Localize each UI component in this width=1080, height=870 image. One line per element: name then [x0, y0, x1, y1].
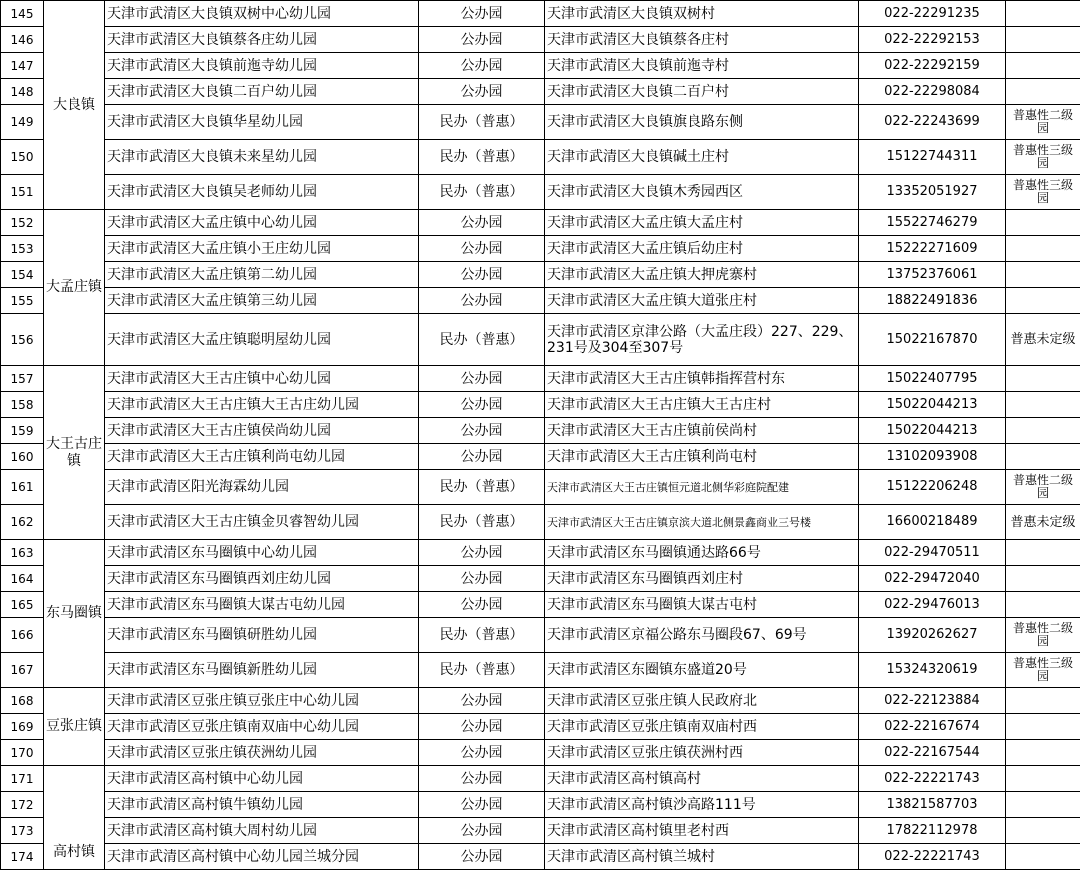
table-row — [1, 792, 1080, 818]
remark — [1006, 566, 1080, 592]
table-row — [1, 740, 1080, 766]
address: 天津市武清区大王古庄镇前侯尚村 — [545, 418, 859, 444]
remark — [1006, 688, 1080, 714]
row-number: 166 — [1, 618, 44, 653]
row-number: 169 — [1, 714, 44, 740]
school-type: 公办园 — [419, 1, 545, 27]
table-row — [1, 566, 1080, 592]
remark: 普惠性二级园 — [1006, 470, 1080, 505]
address: 天津市武清区大良镇旗良路东侧 — [545, 105, 859, 140]
town-cell: 大孟庄镇 — [44, 210, 105, 366]
kindergarten-name: 天津市武清区大王古庄镇金贝睿智幼儿园 — [105, 505, 419, 540]
table-row — [1, 844, 1080, 870]
kindergarten-name: 天津市武清区东马圈镇中心幼儿园 — [105, 540, 419, 566]
town-cell: 大王古庄镇 — [44, 366, 105, 540]
row-number: 167 — [1, 653, 44, 688]
town-cell: 豆张庄镇 — [44, 688, 105, 766]
remark — [1006, 418, 1080, 444]
address: 天津市武清区大孟庄镇后幼庄村 — [545, 236, 859, 262]
remark — [1006, 740, 1080, 766]
address: 天津市武清区豆张庄镇茯洲村西 — [545, 740, 859, 766]
phone: 022-22291235 — [859, 1, 1006, 27]
table-row — [1, 105, 1080, 140]
row-number: 152 — [1, 210, 44, 236]
table-row — [1, 288, 1080, 314]
phone: 15522746279 — [859, 210, 1006, 236]
remark — [1006, 262, 1080, 288]
table-row — [1, 688, 1080, 714]
address: 天津市武清区大王古庄镇利尚屯村 — [545, 444, 859, 470]
address: 天津市武清区东马圈镇通达路66号 — [545, 540, 859, 566]
kindergarten-name: 天津市武清区东马圈镇大谋古屯幼儿园 — [105, 592, 419, 618]
kindergarten-name: 天津市武清区大良镇前迤寺幼儿园 — [105, 53, 419, 79]
row-number: 163 — [1, 540, 44, 566]
remark — [1006, 79, 1080, 105]
remark — [1006, 1, 1080, 27]
row-number: 150 — [1, 140, 44, 175]
row-number: 153 — [1, 236, 44, 262]
table-row — [1, 618, 1080, 653]
school-type: 民办（普惠） — [419, 175, 545, 210]
row-number: 168 — [1, 688, 44, 714]
kindergarten-name: 天津市武清区大良镇双树中心幼儿园 — [105, 1, 419, 27]
remark — [1006, 366, 1080, 392]
school-type: 公办园 — [419, 236, 545, 262]
table-row — [1, 79, 1080, 105]
school-type: 公办园 — [419, 844, 545, 870]
school-type: 民办（普惠） — [419, 105, 545, 140]
address: 天津市武清区高村镇沙高路111号 — [545, 792, 859, 818]
school-type: 公办园 — [419, 566, 545, 592]
remark — [1006, 392, 1080, 418]
row-number: 145 — [1, 1, 44, 27]
school-type: 公办园 — [419, 592, 545, 618]
school-type: 公办园 — [419, 418, 545, 444]
kindergarten-name: 天津市武清区豆张庄镇茯洲幼儿园 — [105, 740, 419, 766]
school-type: 民办（普惠） — [419, 314, 545, 366]
kindergarten-name: 天津市武清区大孟庄镇第三幼儿园 — [105, 288, 419, 314]
phone: 022-22243699 — [859, 105, 1006, 140]
school-type: 民办（普惠） — [419, 618, 545, 653]
kindergarten-name: 天津市武清区大良镇蔡各庄幼儿园 — [105, 27, 419, 53]
phone: 022-29476013 — [859, 592, 1006, 618]
table-row — [1, 1, 1080, 27]
school-type: 公办园 — [419, 27, 545, 53]
kindergarten-name: 天津市武清区大良镇华星幼儿园 — [105, 105, 419, 140]
school-type: 民办（普惠） — [419, 505, 545, 540]
phone: 022-22221743 — [859, 844, 1006, 870]
row-number: 157 — [1, 366, 44, 392]
kindergarten-name: 天津市武清区高村镇中心幼儿园 — [105, 766, 419, 792]
remark — [1006, 236, 1080, 262]
school-type: 公办园 — [419, 688, 545, 714]
kindergarten-name: 天津市武清区东马圈镇研胜幼儿园 — [105, 618, 419, 653]
phone: 15122744311 — [859, 140, 1006, 175]
school-type: 公办园 — [419, 53, 545, 79]
table-row — [1, 140, 1080, 175]
address: 天津市武清区大孟庄镇大道张庄村 — [545, 288, 859, 314]
remark — [1006, 444, 1080, 470]
phone: 022-22221743 — [859, 766, 1006, 792]
table-row — [1, 818, 1080, 844]
remark: 普惠未定级 — [1006, 505, 1080, 540]
table-row — [1, 314, 1080, 366]
address: 天津市武清区大良镇木秀园西区 — [545, 175, 859, 210]
row-number: 171 — [1, 766, 44, 792]
remark: 普惠未定级 — [1006, 314, 1080, 366]
row-number: 162 — [1, 505, 44, 540]
kindergarten-name: 天津市武清区大王古庄镇侯尚幼儿园 — [105, 418, 419, 444]
table-row — [1, 418, 1080, 444]
school-type: 民办（普惠） — [419, 140, 545, 175]
town-cell: 高村镇 — [44, 766, 105, 870]
row-number: 170 — [1, 740, 44, 766]
table-row — [1, 470, 1080, 505]
remark — [1006, 53, 1080, 79]
table-row — [1, 714, 1080, 740]
remark — [1006, 818, 1080, 844]
phone: 18822491836 — [859, 288, 1006, 314]
row-number: 151 — [1, 175, 44, 210]
address: 天津市武清区大良镇二百户村 — [545, 79, 859, 105]
address: 天津市武清区豆张庄镇人民政府北 — [545, 688, 859, 714]
row-number: 172 — [1, 792, 44, 818]
kindergarten-name: 天津市武清区豆张庄镇南双庙中心幼儿园 — [105, 714, 419, 740]
table-row — [1, 175, 1080, 210]
phone: 15222271609 — [859, 236, 1006, 262]
remark — [1006, 540, 1080, 566]
table-row — [1, 53, 1080, 79]
row-number: 146 — [1, 27, 44, 53]
remark — [1006, 792, 1080, 818]
address: 天津市武清区大孟庄镇大孟庄村 — [545, 210, 859, 236]
address: 天津市武清区大孟庄镇大押虎寨村 — [545, 262, 859, 288]
table-row — [1, 366, 1080, 392]
phone: 022-22123884 — [859, 688, 1006, 714]
address: 天津市武清区东马圈镇西刘庄村 — [545, 566, 859, 592]
address: 天津市武清区大王古庄镇恒元道北侧华彩庭院配建 — [545, 470, 859, 505]
phone: 16600218489 — [859, 505, 1006, 540]
school-type: 公办园 — [419, 818, 545, 844]
address: 天津市武清区大良镇双树村 — [545, 1, 859, 27]
phone: 17822112978 — [859, 818, 1006, 844]
phone: 15022407795 — [859, 366, 1006, 392]
kindergarten-name: 天津市武清区高村镇大周村幼儿园 — [105, 818, 419, 844]
remark — [1006, 766, 1080, 792]
address: 天津市武清区豆张庄镇南双庙村西 — [545, 714, 859, 740]
table-row — [1, 540, 1080, 566]
school-type: 公办园 — [419, 444, 545, 470]
school-type: 公办园 — [419, 366, 545, 392]
remark — [1006, 714, 1080, 740]
phone: 022-29470511 — [859, 540, 1006, 566]
table-row — [1, 766, 1080, 792]
address: 天津市武清区大王古庄镇韩指挥营村东 — [545, 366, 859, 392]
kindergarten-name: 天津市武清区大孟庄镇中心幼儿园 — [105, 210, 419, 236]
table-row — [1, 27, 1080, 53]
address: 天津市武清区高村镇里老村西 — [545, 818, 859, 844]
phone: 13821587703 — [859, 792, 1006, 818]
kindergarten-name: 天津市武清区大孟庄镇小王庄幼儿园 — [105, 236, 419, 262]
kindergarten-name: 天津市武清区大良镇吴老师幼儿园 — [105, 175, 419, 210]
kindergarten-name: 天津市武清区大良镇未来星幼儿园 — [105, 140, 419, 175]
school-type: 公办园 — [419, 792, 545, 818]
address: 天津市武清区大王古庄镇京滨大道北侧景鑫商业三号楼 — [545, 505, 859, 540]
row-number: 161 — [1, 470, 44, 505]
address: 天津市武清区东圈镇东盛道20号 — [545, 653, 859, 688]
row-number: 159 — [1, 418, 44, 444]
table-row — [1, 210, 1080, 236]
table-row — [1, 592, 1080, 618]
row-number: 148 — [1, 79, 44, 105]
address: 天津市武清区大王古庄镇大王古庄村 — [545, 392, 859, 418]
remark: 普惠性三级园 — [1006, 175, 1080, 210]
kindergarten-name: 天津市武清区大良镇二百户幼儿园 — [105, 79, 419, 105]
remark: 普惠性二级园 — [1006, 618, 1080, 653]
address: 天津市武清区东马圈镇大谋古屯村 — [545, 592, 859, 618]
table-row — [1, 653, 1080, 688]
kindergarten-name: 天津市武清区东马圈镇西刘庄幼儿园 — [105, 566, 419, 592]
table-row — [1, 505, 1080, 540]
phone: 15122206248 — [859, 470, 1006, 505]
row-number: 149 — [1, 105, 44, 140]
row-number: 173 — [1, 818, 44, 844]
table-row — [1, 392, 1080, 418]
kindergarten-name: 天津市武清区东马圈镇新胜幼儿园 — [105, 653, 419, 688]
phone: 022-29472040 — [859, 566, 1006, 592]
school-type: 公办园 — [419, 79, 545, 105]
phone: 022-22292153 — [859, 27, 1006, 53]
school-type: 公办园 — [419, 714, 545, 740]
remark: 普惠性三级园 — [1006, 140, 1080, 175]
phone: 022-22167544 — [859, 740, 1006, 766]
school-type: 公办园 — [419, 766, 545, 792]
address: 天津市武清区高村镇高村 — [545, 766, 859, 792]
row-number: 174 — [1, 844, 44, 870]
table-row — [1, 262, 1080, 288]
phone: 15324320619 — [859, 653, 1006, 688]
phone: 15022044213 — [859, 392, 1006, 418]
town-cell: 东马圈镇 — [44, 540, 105, 688]
school-type: 公办园 — [419, 740, 545, 766]
table-row — [1, 236, 1080, 262]
kindergarten-name: 天津市武清区高村镇牛镇幼儿园 — [105, 792, 419, 818]
school-type: 公办园 — [419, 288, 545, 314]
phone: 13102093908 — [859, 444, 1006, 470]
school-type: 民办（普惠） — [419, 653, 545, 688]
phone: 13352051927 — [859, 175, 1006, 210]
school-type: 公办园 — [419, 392, 545, 418]
remark — [1006, 27, 1080, 53]
phone: 022-22167674 — [859, 714, 1006, 740]
row-number: 164 — [1, 566, 44, 592]
row-number: 156 — [1, 314, 44, 366]
row-number: 160 — [1, 444, 44, 470]
address: 天津市武清区京福公路东马圈段67、69号 — [545, 618, 859, 653]
kindergarten-name: 天津市武清区阳光海霖幼儿园 — [105, 470, 419, 505]
address: 天津市武清区大良镇蔡各庄村 — [545, 27, 859, 53]
kindergarten-name: 天津市武清区大王古庄镇利尚屯幼儿园 — [105, 444, 419, 470]
kindergarten-name: 天津市武清区高村镇中心幼儿园兰城分园 — [105, 844, 419, 870]
town-cell: 大良镇 — [44, 1, 105, 210]
phone: 13752376061 — [859, 262, 1006, 288]
school-type: 公办园 — [419, 540, 545, 566]
remark — [1006, 844, 1080, 870]
row-number: 158 — [1, 392, 44, 418]
row-number: 147 — [1, 53, 44, 79]
remark — [1006, 592, 1080, 618]
school-type: 公办园 — [419, 210, 545, 236]
school-type: 民办（普惠） — [419, 470, 545, 505]
phone: 15022044213 — [859, 418, 1006, 444]
kindergarten-name: 天津市武清区大王古庄镇中心幼儿园 — [105, 366, 419, 392]
remark: 普惠性三级园 — [1006, 653, 1080, 688]
kindergarten-name: 天津市武清区大孟庄镇第二幼儿园 — [105, 262, 419, 288]
address: 天津市武清区京津公路（大孟庄段）227、229、231号及304至307号 — [545, 314, 859, 366]
remark — [1006, 288, 1080, 314]
kindergarten-name: 天津市武清区大王古庄镇大王古庄幼儿园 — [105, 392, 419, 418]
kindergarten-name: 天津市武清区大孟庄镇聪明屋幼儿园 — [105, 314, 419, 366]
address: 天津市武清区大良镇前迤寺村 — [545, 53, 859, 79]
school-type: 公办园 — [419, 262, 545, 288]
phone: 022-22292159 — [859, 53, 1006, 79]
phone: 15022167870 — [859, 314, 1006, 366]
phone: 13920262627 — [859, 618, 1006, 653]
row-number: 154 — [1, 262, 44, 288]
row-number: 165 — [1, 592, 44, 618]
address: 天津市武清区大良镇碱土庄村 — [545, 140, 859, 175]
table-row — [1, 444, 1080, 470]
row-number: 155 — [1, 288, 44, 314]
remark: 普惠性二级园 — [1006, 105, 1080, 140]
address: 天津市武清区高村镇兰城村 — [545, 844, 859, 870]
remark — [1006, 210, 1080, 236]
kindergarten-name: 天津市武清区豆张庄镇豆张庄中心幼儿园 — [105, 688, 419, 714]
phone: 022-22298084 — [859, 79, 1006, 105]
